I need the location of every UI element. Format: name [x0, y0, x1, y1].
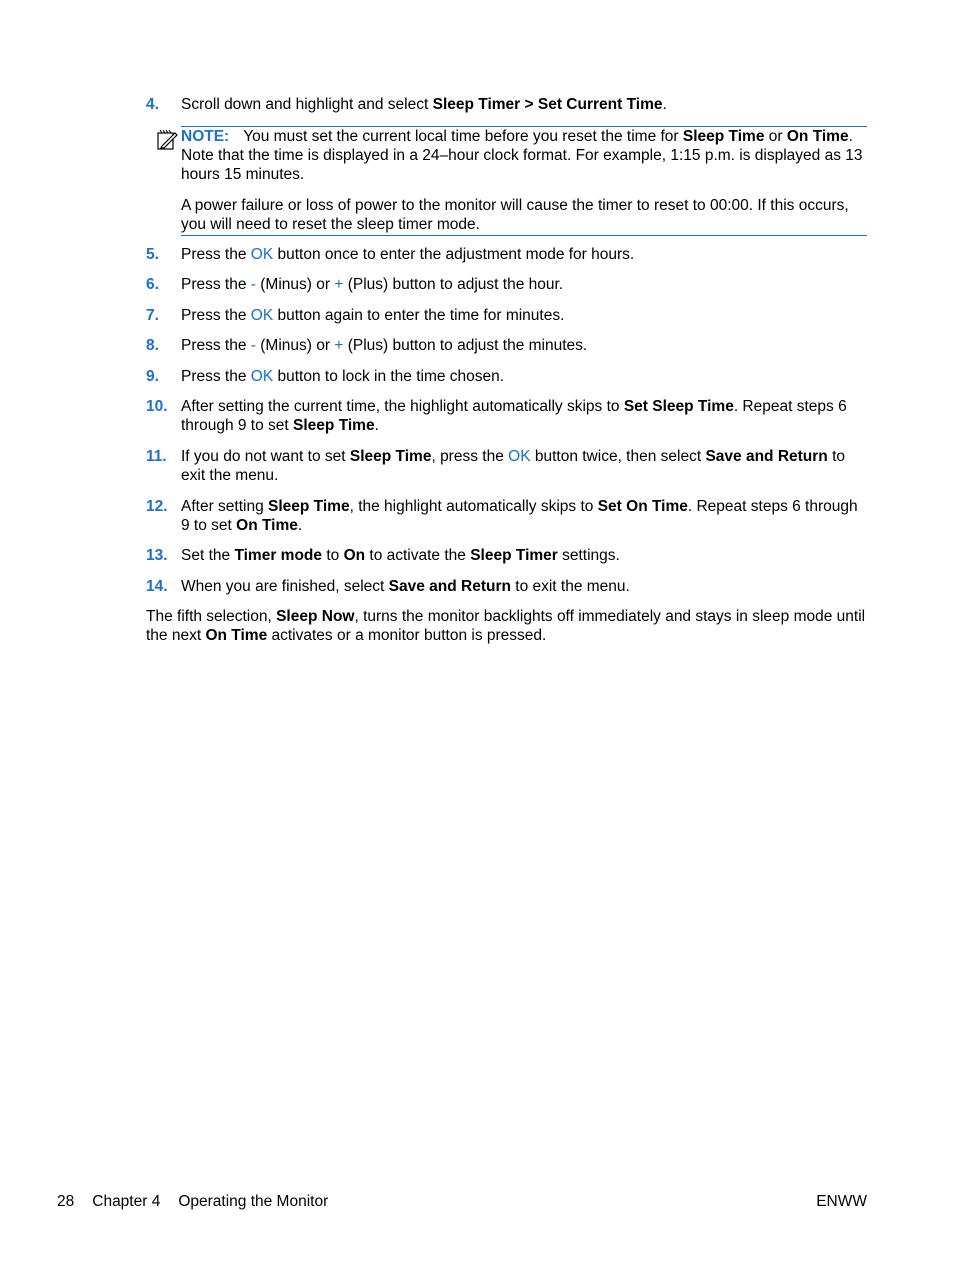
- text-run: Press the: [181, 368, 251, 385]
- text-run: Press the: [181, 337, 251, 354]
- text-run: . Repeat steps 6 through 9 to set: [181, 398, 847, 434]
- text-run: , press the: [431, 448, 509, 465]
- text-run: Scroll down and highlight and select: [181, 96, 433, 113]
- step-5: [146, 245, 868, 264]
- step-11: [146, 447, 868, 485]
- text-run: , the highlight automatically skips to: [349, 498, 598, 515]
- control-name: -: [250, 337, 256, 354]
- text-run: button twice, then select: [530, 448, 706, 465]
- text-run: Press the: [181, 276, 251, 293]
- text-run: If you do not want to set: [181, 448, 350, 465]
- note-icon: [155, 127, 179, 151]
- text-run: to exit the menu.: [510, 578, 630, 595]
- step-text: [181, 577, 868, 596]
- text-run: , turns the monitor backlights off immediately and stays in sleep mode until the next: [146, 608, 866, 644]
- text-run: to activate the: [365, 547, 471, 564]
- step-14: [146, 577, 868, 596]
- step-number: 5.: [146, 246, 159, 263]
- step-8: [146, 336, 868, 355]
- bold-term: Timer mode: [234, 547, 323, 564]
- text-run: button once to enter the adjustment mode for hours.: [273, 246, 635, 263]
- step-text: [181, 275, 868, 294]
- text-run: settings.: [557, 547, 620, 564]
- text-run: The fifth selection,: [146, 608, 277, 625]
- step-number: 12.: [146, 498, 168, 515]
- control-name: +: [334, 276, 344, 293]
- step-number: 8.: [146, 337, 159, 354]
- text-run: or: [764, 128, 787, 145]
- bold-term: Save and Return: [388, 578, 511, 595]
- control-name: OK: [250, 307, 274, 324]
- bold-term: On: [343, 547, 366, 564]
- bold-term: Sleep Timer > Set Current Time: [432, 96, 663, 113]
- text-run: You must set the current local time before you reset the time for: [243, 128, 683, 145]
- step-number: 14.: [146, 578, 168, 595]
- step-6: [146, 275, 868, 294]
- step-text: [181, 497, 868, 535]
- footer-code: ENWW: [816, 1193, 867, 1210]
- control-name: OK: [508, 448, 531, 465]
- step-number: 6.: [146, 276, 159, 293]
- text-run: to exit the menu.: [181, 448, 845, 484]
- bold-term: On Time: [236, 517, 298, 534]
- note-box: [181, 126, 867, 236]
- step-number: 11.: [146, 448, 167, 465]
- step-number: 4.: [146, 96, 159, 113]
- step-4: [146, 95, 868, 114]
- note-paragraph-1: [181, 127, 867, 184]
- bold-term: On Time: [205, 627, 268, 644]
- chapter-label: Chapter 4: [92, 1193, 161, 1210]
- bold-term: Sleep Time: [268, 498, 350, 515]
- step-text: [181, 447, 868, 485]
- text-run: . Note that the time is displayed in a 24–hour clock format. For example, 1:15 p.m. is displayed as 13 hours 15 minutes.: [181, 128, 863, 183]
- step-text: [181, 336, 868, 355]
- step-number: 9.: [146, 368, 159, 385]
- bold-term: Sleep Time: [682, 128, 765, 145]
- text-run: Press the: [181, 246, 251, 263]
- text-run: button to lock in the time chosen.: [273, 368, 505, 385]
- control-name: OK: [250, 368, 274, 385]
- text-run: (Plus) button to adjust the minutes.: [343, 337, 588, 354]
- text-run: (Plus) button to adjust the hour.: [343, 276, 564, 293]
- bold-term: Sleep Time: [349, 448, 432, 465]
- footer-left: [57, 1192, 867, 1211]
- step-12: [146, 497, 868, 535]
- text-run: (Minus) or: [255, 276, 335, 293]
- control-name: -: [250, 276, 256, 293]
- text-run: Press the: [181, 307, 251, 324]
- bold-term: Save and Return: [705, 448, 828, 465]
- text-run: When you are finished, select: [181, 578, 389, 595]
- text-run: activates or a monitor button is pressed.: [267, 627, 547, 644]
- step-number: 7.: [146, 307, 159, 324]
- text-run: to: [322, 547, 344, 564]
- control-name: +: [334, 337, 344, 354]
- bold-term: Set Sleep Time: [623, 398, 734, 415]
- step-text: [181, 546, 868, 565]
- text-run: .: [374, 417, 379, 434]
- bold-term: On Time: [786, 128, 849, 145]
- step-number: 13.: [146, 547, 168, 564]
- bold-term: Sleep Time: [293, 417, 375, 434]
- text-run: After setting: [181, 498, 269, 515]
- step-text: [181, 245, 868, 264]
- closing-paragraph: [146, 607, 868, 645]
- note-label: NOTE:: [181, 128, 230, 145]
- step-10: [146, 397, 868, 435]
- control-name: OK: [250, 246, 274, 263]
- bold-term: Sleep Now: [276, 608, 355, 625]
- step-text: [181, 397, 868, 435]
- bold-term: Set On Time: [597, 498, 688, 515]
- page-number: 28: [57, 1193, 75, 1210]
- text-run: .: [662, 96, 667, 113]
- text-run: (Minus) or: [255, 337, 335, 354]
- chapter-title: Operating the Monitor: [178, 1193, 329, 1210]
- note-text: [181, 128, 863, 183]
- step-text: [181, 95, 868, 114]
- text-run: Set the: [181, 547, 235, 564]
- text-run: button again to enter the time for minutes.: [273, 307, 565, 324]
- bold-term: Sleep Timer: [470, 547, 558, 564]
- step-9: [146, 367, 868, 386]
- page-footer: [57, 1192, 867, 1211]
- note-paragraph-2: A power failure or loss of power to the monitor will cause the timer to reset to 00:00. If this occurs, you will need to reset the sleep timer mode.: [181, 197, 849, 233]
- step-7: [146, 306, 868, 325]
- text-run: After setting the current time, the highlight automatically skips to: [181, 398, 624, 415]
- step-13: [146, 546, 868, 565]
- text-run: . Repeat steps 6 through 9 to set: [181, 498, 858, 534]
- step-text: [181, 306, 868, 325]
- text-run: .: [297, 517, 303, 534]
- step-number: 10.: [146, 398, 168, 415]
- step-text: [181, 367, 868, 386]
